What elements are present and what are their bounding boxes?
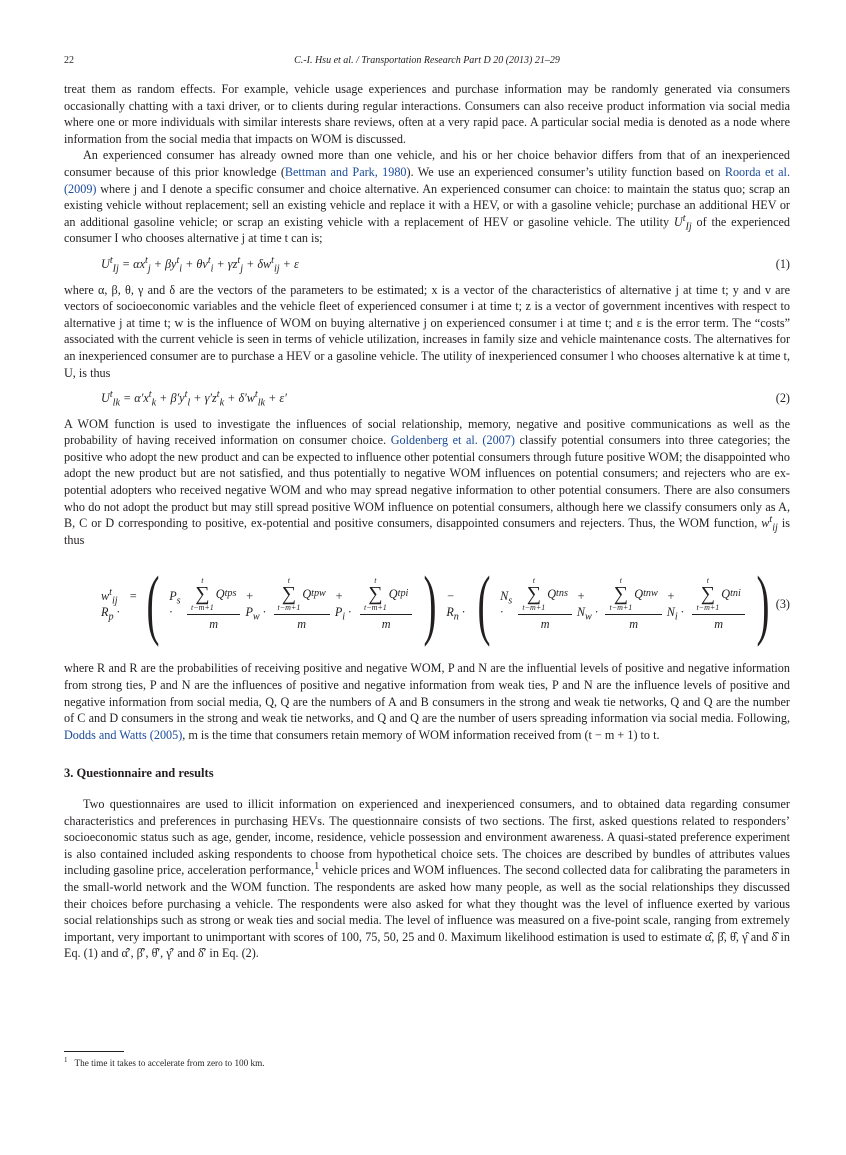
equation-3-number: (3)	[775, 597, 790, 612]
equation-3-expression: $w^t_{ij} = R_p$ · ( $P_s$ · t ∑ t−m+1 Q t ps m + $P_w$ · t ∑ t−m+1 Q t pw m + $P_i$ · t ∑ t−m+1 Q t pi m ) − $R_n$ · ( $N_s$ · t ∑ t−m+1 Q t ns m + $N_w$ · t ∑ t−m+1 Q t nw m + $N_i$ · t ∑ t−m+1 Q t ni m )	[101, 560, 770, 648]
reference-link-goldenberg[interactable]: Goldenberg et al. (2007)	[390, 433, 515, 448]
paragraph-4: A WOM function is used to investigate the influences of social relationship, memory, negative and positive communications as well as the probability of having received information on consumer choice. Goldenberg et al. (2007) classify potential consumers into three categories; the positive who adopt the new product and can be expected to influence other potential consumers through future positive WOM; the disappointed who adopt the new product but are not satisfied, and thus potentially to negative WOM influences on potential consumers; and rejecters who are ex-potential adopters who received negative WOM and who may spread negative information to other potential consumers. There are also consumers who do not adopt the product but may still spread positive WOM influence on potential consumers, although here we classify consumers only as A, B, C or D corresponding to positive, ex-potential and positive consumers, disappointed consumers and rejecters. Thus, the WOM function, $w^t_{ij}$ is thus	[64, 416, 790, 547]
reference-link-bettman[interactable]: Bettman and Park, 1980	[284, 164, 407, 179]
equation-3	[101, 558, 790, 650]
journal-citation: C.-I. Hsu et al. / Transportation Research Part D 20 (2013) 21–29	[294, 55, 560, 66]
paragraph-5: where R and R are the probabilities of receiving positive and negative WOM, P and N are the influential levels of positive and negative information from strong ties, P and N are the influences of positive and negative information from weak ties, P and N are the influence levels of positive and negative information from social media, Q, Q are the numbers of A and B consumers in the strong and weak tie networks, Q and Q are the number of C and D consumers in the strong and weak tie networks, and Q and Q are the number of users spreading information via social media. Following, Dodds and Watts (2005), m is the time that consumers retain memory of WOM information received from (t − m + 1) to t.	[64, 661, 790, 742]
reference-link-roorda[interactable]: Roorda et al. (2009)	[64, 164, 790, 196]
running-head	[64, 55, 790, 69]
equation-1-number: (1)	[775, 256, 790, 271]
equation-2-expression: $U^t_{lk} = \alpha'x^t_k + \beta'y^t_l + \gamma'z^t_k + \delta'w^t_{lk} + \varepsilon'$	[101, 389, 287, 409]
equation-2-number: (2)	[775, 391, 790, 406]
footnote-marker[interactable]: 1	[314, 861, 320, 873]
footnote	[64, 1055, 790, 1068]
page-number: 22	[64, 55, 74, 66]
paragraph-2: An experienced consumer has already owned more than one vehicle, and his or her choice behavior differs from that of an inexperienced consumer because of this prior knowledge (Bettman and Park, 1980). We use an experienced consumer’s utility function based on Roorda et al. (2009) where j and I denote a specific consumer and choice alternative. An experienced consumer can choice: to maintain the status quo; scrap an existing vehicle without replacement; sell an existing vehicle and replace it with a HEV, or with a gasoline vehicle; purchase an additional HEV or an additional gasoline vehicle; or scrap an existing vehicle with a replacement of HEV or gasoline vehicle. The utility $U^t_{Ij}$ of the experienced consumer I who chooses alternative j at time t can is;	[64, 148, 790, 246]
equation-1	[101, 256, 790, 273]
equation-1-expression: $U^t_{Ij} = \alpha x^t_j + \beta y^t_i + \theta v^t_i + \gamma z^t_j + \delta w^t_{ij} + \varepsilon$	[101, 254, 299, 275]
article-body	[64, 81, 790, 962]
footnote-text: The time it takes to accelerate from zero to 100 km.	[74, 1058, 265, 1068]
equation-2	[101, 390, 790, 407]
paragraph-3: where α, β, θ, γ and δ are the vectors of the parameters to be estimated; x is a vector of the characteristics of alternative j at time t; y and v are vectors of socioeconomic variables and the vehicle fleet of experienced consumer i at time t; z is a vector of government incentives with respect to alternative j at time t; w is the influence of WOM on buying alternative j on experienced consumer i at time t; and ε is the error term. The “costs” associated with the current vehicle is seen in terms of vehicle utilization, increases in family size and vehicle maintenance costs. The alternatives for an inexperienced consumer are to purchase a HEV or a gasoline vehicle. The utility of inexperienced consumer l who chooses alternative k at time t, U, is thus	[64, 282, 790, 380]
section-heading: 3. Questionnaire and results	[64, 766, 214, 781]
paragraph-1: treat them as random effects. For example, vehicle usage experiences and purchase information may be randomly generated via consumers occasionally chatting with a taxi driver, or to clients during regular interactions. Consumers can also receive product information via social media where one or more individuals with similar interests share reviews, often at a very rapid pace. A particular social media is denoted as a node where information from the social media that impacts on WOM is discussed.	[64, 82, 790, 146]
footnote-number: 1	[64, 1055, 68, 1064]
reference-link-dodds[interactable]: Dodds and Watts (2005)	[64, 727, 183, 742]
footnote-divider	[64, 1051, 124, 1052]
paragraph-6: Two questionnaires are used to illicit information on experienced and inexperienced consumers, and to obtained data regarding consumer characteristics and preferences in purchasing HEVs. The questionnaire consists of two sections. The first, asked questions related to responders’ socioeconomic status such as age, gender, income, residence, vehicle possession and environment awareness. A quasi-stated preference experiment is also contained included asking respondents to choose from hypothetical choice sets. The choices are described by bundles of attributes values including gasoline price, acceleration performance,$^1$ vehicle prices and WOM influences. The second collected data for calibrating the parameters in the small-world network and the WOM function. The respondents are asked how many people, as well as the social relationships they discussed their choices before purchasing a vehicle. The respondents were also asked for what they thought was the level of influence exerted by various social relationships such as strong or weak ties and social media. The level of influence was measured on a five-point scale, ranging from extremely important, very important to unimportant with scores of 100, 75, 50, 25 and 0. Maximum likelihood estimation is used to estimate α̂, β̂, θ̂, γ̂ and δ̂ in Eq. (1) and α̂′, β̂′, θ̂′, γ̂′ and δ̂′ in Eq. (2).	[64, 797, 791, 961]
